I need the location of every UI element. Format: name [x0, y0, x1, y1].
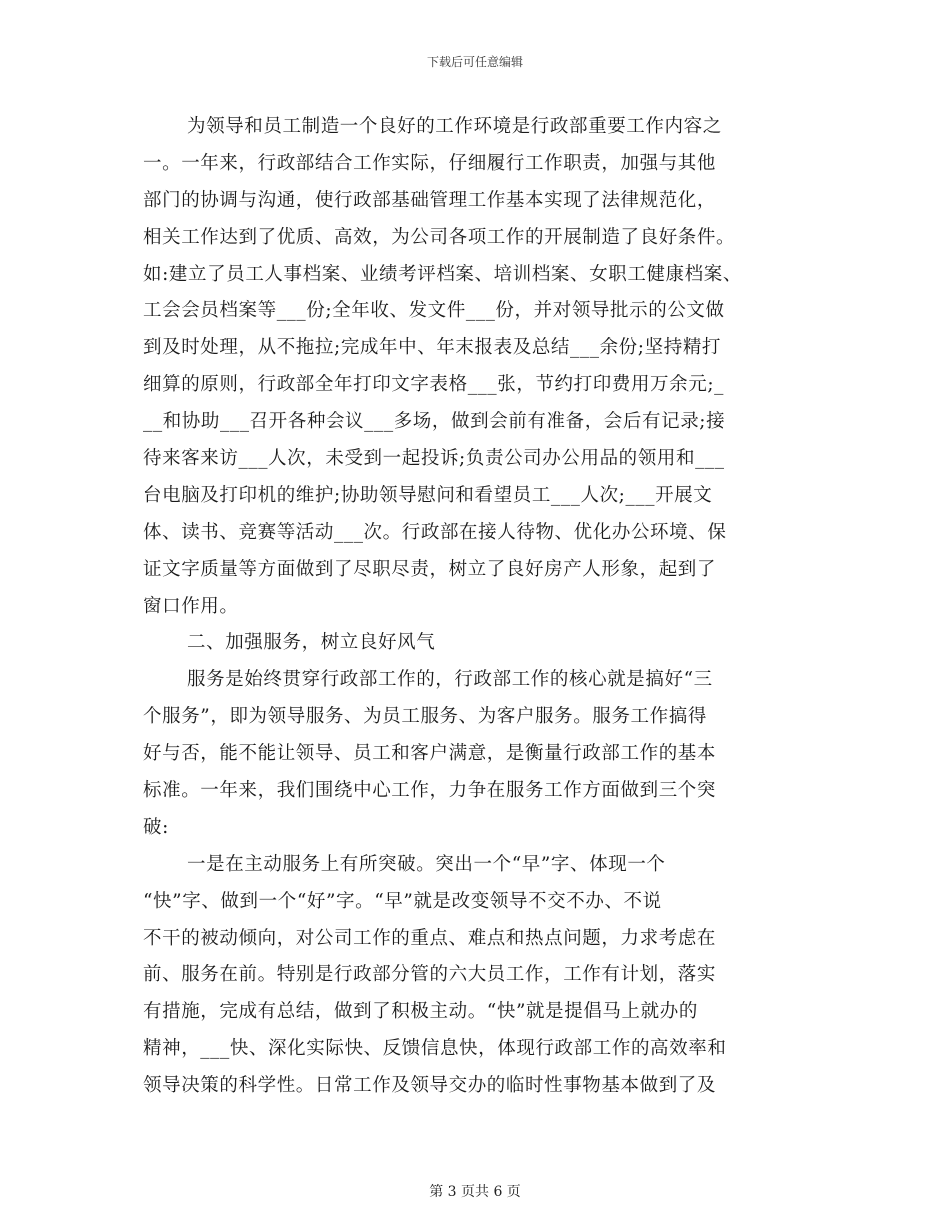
text-line: 部门的协调与沟通，使行政部基础管理工作基本实现了法律规范化，: [143, 189, 717, 211]
text-line: 相关工作达到了优质、高效，为公司各项工作的开展制造了良好条件。: [143, 226, 736, 248]
text-line: 如:建立了员工人事档案、业绩考评档案、培训档案、女职工健康档案、: [143, 263, 742, 285]
text-line: 体、读书、竞赛等活动___次。行政部在接人待物、优化办公环境、保: [143, 521, 727, 543]
text-line: 有措施，完成有总结，做到了积极主动。“快”就是提倡马上就办的: [143, 1001, 698, 1023]
text-line: 工会会员档案等___份;全年收、发文件___份，并对领导批示的公文做: [143, 300, 725, 322]
text-line: 到及时处理，从不拖拉;完成年中、年末报表及总结___余份;坚持精打: [143, 337, 722, 359]
text-line: 领导决策的科学性。日常工作及领导交办的临时性事物基本做到了及: [143, 1075, 717, 1097]
page-header: 下载后可任意编辑: [426, 55, 523, 69]
text-line: 待来客来访___人次，未受到一起投诉;负责公司办公用品的领用和___: [143, 448, 725, 470]
text-line: 服务是始终贯穿行政部工作的，行政部工作的核心就是搞好“三: [187, 669, 713, 691]
text-line: 为领导和员工制造一个良好的工作环境是行政部重要工作内容之: [187, 116, 722, 137]
text-line: 个服务”，即为领导服务、为员工服务、为客户服务。服务工作搞得: [143, 706, 707, 728]
text-line: 标准。一年来，我们围绕中心工作，力争在服务工作方面做到三个突: [143, 780, 717, 802]
text-line: 一是在主动服务上有所突破。突出一个“早”字、体现一个: [187, 853, 666, 875]
text-line: “快”字、做到一个“好”字。“早”就是改变领导不交不办、不说: [143, 890, 662, 912]
text-line: __和协助___召开各种会议___多场，做到会前有准备，会后有记录;接: [143, 411, 726, 433]
text-line: 好与否，能不能让领导、员工和客户满意，是衡量行政部工作的基本: [143, 743, 717, 765]
text-line: 精神，___快、深化实际快、反馈信息快，体现行政部工作的高效率和: [143, 1038, 727, 1060]
text-line: 二、加强服务，树立良好风气: [187, 632, 436, 654]
text-line: 破:: [143, 816, 169, 838]
text-line: 台电脑及打印机的维护;协助领导慰问和看望员工___人次;___开展文: [143, 484, 713, 506]
page-footer: 第 3 页共 6 页: [429, 1184, 521, 1200]
text-line: 前、服务在前。特别是行政部分管的六大员工作，工作有计划，落实: [143, 964, 717, 986]
text-line: 证文字质量等方面做到了尽职尽责，树立了良好房产人形象，起到了: [143, 558, 717, 580]
document-body: [143, 109, 808, 1105]
text-line: 一。一年来，行政部结合工作实际，仔细履行工作职责，加强与其他: [143, 152, 717, 174]
text-line: 细算的原则，行政部全年打印文字表格___张，节约打印费用万余元;_: [143, 374, 725, 396]
text-line: 不干的被动倾向，对公司工作的重点、难点和热点问题，力求考虑在: [143, 927, 717, 949]
text-line: 窗口作用。: [143, 595, 239, 617]
